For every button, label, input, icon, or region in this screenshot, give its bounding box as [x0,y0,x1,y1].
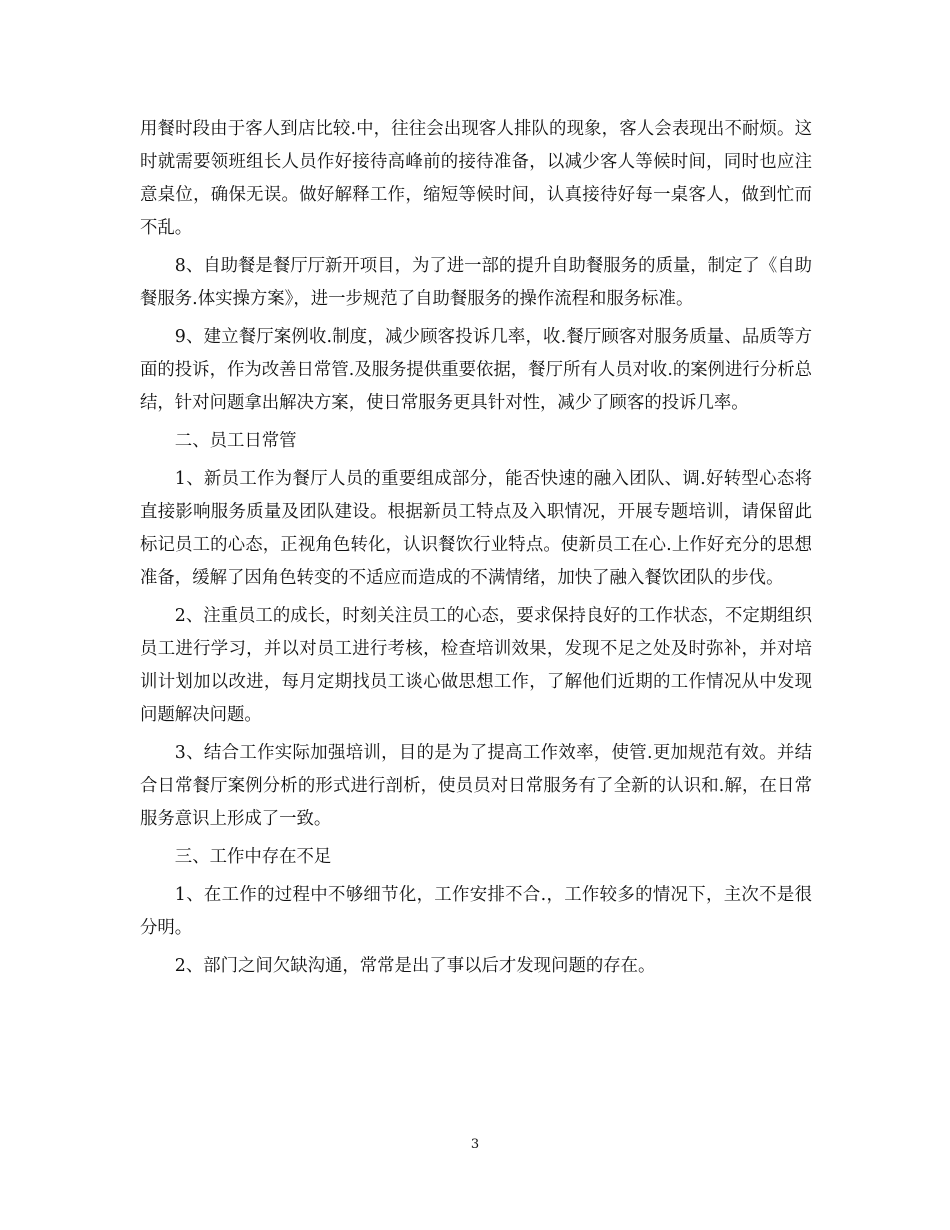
paragraph-1: 用餐时段由于客人到店比较.中，往往会出现客人排队的现象，客人会表现出不耐烦。这时就需要领班组长人员作好接待高峰前的接待准备，以减少客人等候时间，同时也应注意桌位，确保无误。做好解释工作，缩短等候时间，认真接待好每一桌客人，做到忙而不乱。 [140,119,812,238]
paragraph-5: 1、新员工作为餐厅人员的重要组成部分，能否快速的融入团队、调.好转型心态将直接影响服务质量及团队建设。根据新员工特点及入职情况，开展专题培训，请保留此标记员工的心态，正视角色转化，认识餐饮行业特点。使新员工在心.上作好充分的思想准备，缓解了因角色转变的不适应而造成的不满情绪，加快了融入餐饮团队的步伐。 [140,469,812,588]
section-heading-2: 二、员工日常管 [174,431,297,451]
page-number: 3 [470,1137,480,1152]
paragraph-10: 2、部门之间欠缺沟通，常常是出了事以后才发现问题的存在。 [174,956,656,976]
paragraph-3: 9、建立餐厅案例收.制度，减少顾客投诉几率，收.餐厅顾客对服务质量、品质等方面的投诉，作为改善日常管.及服务提供重要依据，餐厅所有人员对收.的案例进行分析总结，针对问题拿出解决方案，使日常服务更具针对性，减少了顾客的投诉几率。 [140,327,812,413]
paragraph-7: 3、结合工作实际加强培训，目的是为了提高工作效率，使管.更加规范有效。并结合日常餐厅案例分析的形式进行剖析，使员员对日常服务有了全新的认识和.解，在日常服务意识上形成了一致。 [140,743,812,829]
paragraph-6: 2、注重员工的成长，时刻关注员工的心态，要求保持良好的工作状态，不定期组织员工进行学习，并以对员工进行考核，检查培训效果，发现不足之处及时弥补，并对培训计划加以改进，每月定期找员工谈心做思想工作，了解他们近期的工作情况从中发现问题解决问题。 [140,606,812,725]
paragraph-9: 1、在工作的过程中不够细节化，工作安排不合.，工作较多的情况下，主次不是很分明。 [140,885,812,938]
section-heading-3: 三、工作中存在不足 [174,847,332,867]
paragraph-2: 8、自助餐是餐厅厅新开项目，为了进一部的提升自助餐服务的质量，制定了《自助餐服务.体实操方案》，进一步规范了自助餐服务的操作流程和服务标准。 [140,256,812,309]
document-body [140,113,812,988]
